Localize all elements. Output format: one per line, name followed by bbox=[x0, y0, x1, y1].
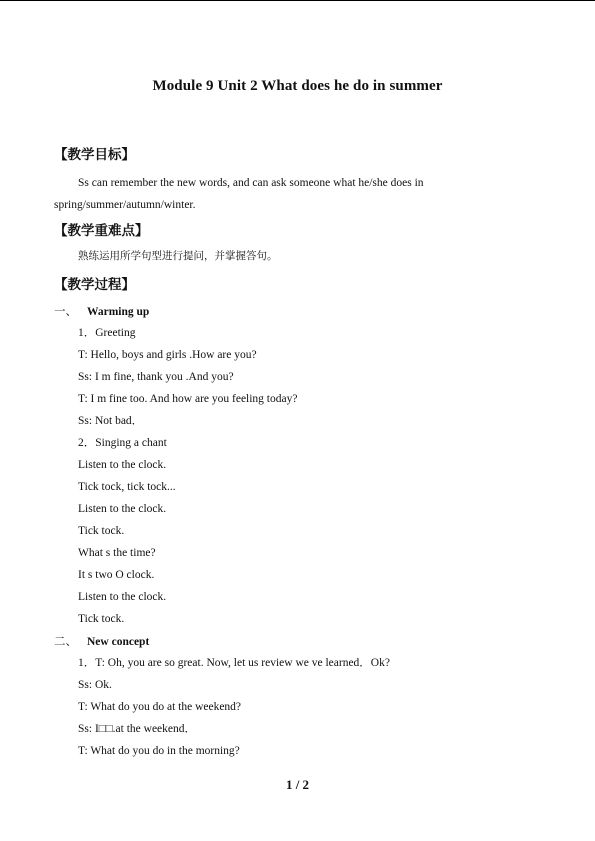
part1-line: Listen to the clock. bbox=[78, 503, 167, 515]
part2-line: Ss: Ok. bbox=[78, 679, 112, 691]
part1-label: Warming up bbox=[87, 306, 150, 318]
goals-text-line-2: spring/summer/autumn/winter. bbox=[54, 199, 196, 211]
part1-line: 1．Greeting bbox=[78, 327, 136, 339]
part1-line: Tick tock, tick tock... bbox=[78, 481, 176, 493]
part2-label: New concept bbox=[87, 636, 150, 648]
part1-line: T: I m fine too. And how are you feeling today? bbox=[78, 393, 298, 405]
goals-text-line-1: Ss can remember the new words, and can ask someone what he/she does in bbox=[78, 177, 424, 189]
part1-line: Listen to the clock. bbox=[78, 459, 167, 471]
top-border-line bbox=[0, 0, 595, 1]
part1-line: Tick tock. bbox=[78, 525, 125, 537]
part1-line: It s two O clock. bbox=[78, 569, 155, 581]
part2-line: T: What do you do at the weekend? bbox=[78, 701, 242, 713]
part2-line: Ss: I□□.at the weekend． bbox=[78, 723, 197, 735]
part2-heading bbox=[54, 634, 149, 650]
process-heading: 【教学过程】 bbox=[54, 277, 135, 293]
part1-line: Ss: Not bad． bbox=[78, 415, 144, 427]
part2-number: 二、 bbox=[54, 634, 77, 648]
part1-line: Ss: I m fine, thank you .And you? bbox=[78, 371, 234, 383]
part1-number: 一、 bbox=[54, 304, 77, 318]
part1-line: What s the time? bbox=[78, 547, 156, 559]
part1-line: Tick tock. bbox=[78, 613, 125, 625]
part1-line: T: Hello, boys and girls .How are you? bbox=[78, 349, 257, 361]
part2-line: T: What do you do in the morning? bbox=[78, 745, 240, 757]
key-points-heading: 【教学重难点】 bbox=[54, 223, 149, 239]
page-number: 1 / 2 bbox=[285, 777, 310, 792]
key-points-text: 熟练运用所学句型进行提问，并掌握答句。 bbox=[78, 250, 278, 262]
goals-heading: 【教学目标】 bbox=[54, 147, 135, 163]
document-title: Module 9 Unit 2 What does he do in summer bbox=[152, 78, 443, 94]
part1-heading bbox=[54, 304, 149, 320]
part1-line: 2．Singing a chant bbox=[78, 437, 167, 449]
part2-line: 1．T: Oh, you are so great. Now, let us review we ve learned．Ok? bbox=[78, 657, 390, 669]
part1-line: Listen to the clock. bbox=[78, 591, 167, 603]
